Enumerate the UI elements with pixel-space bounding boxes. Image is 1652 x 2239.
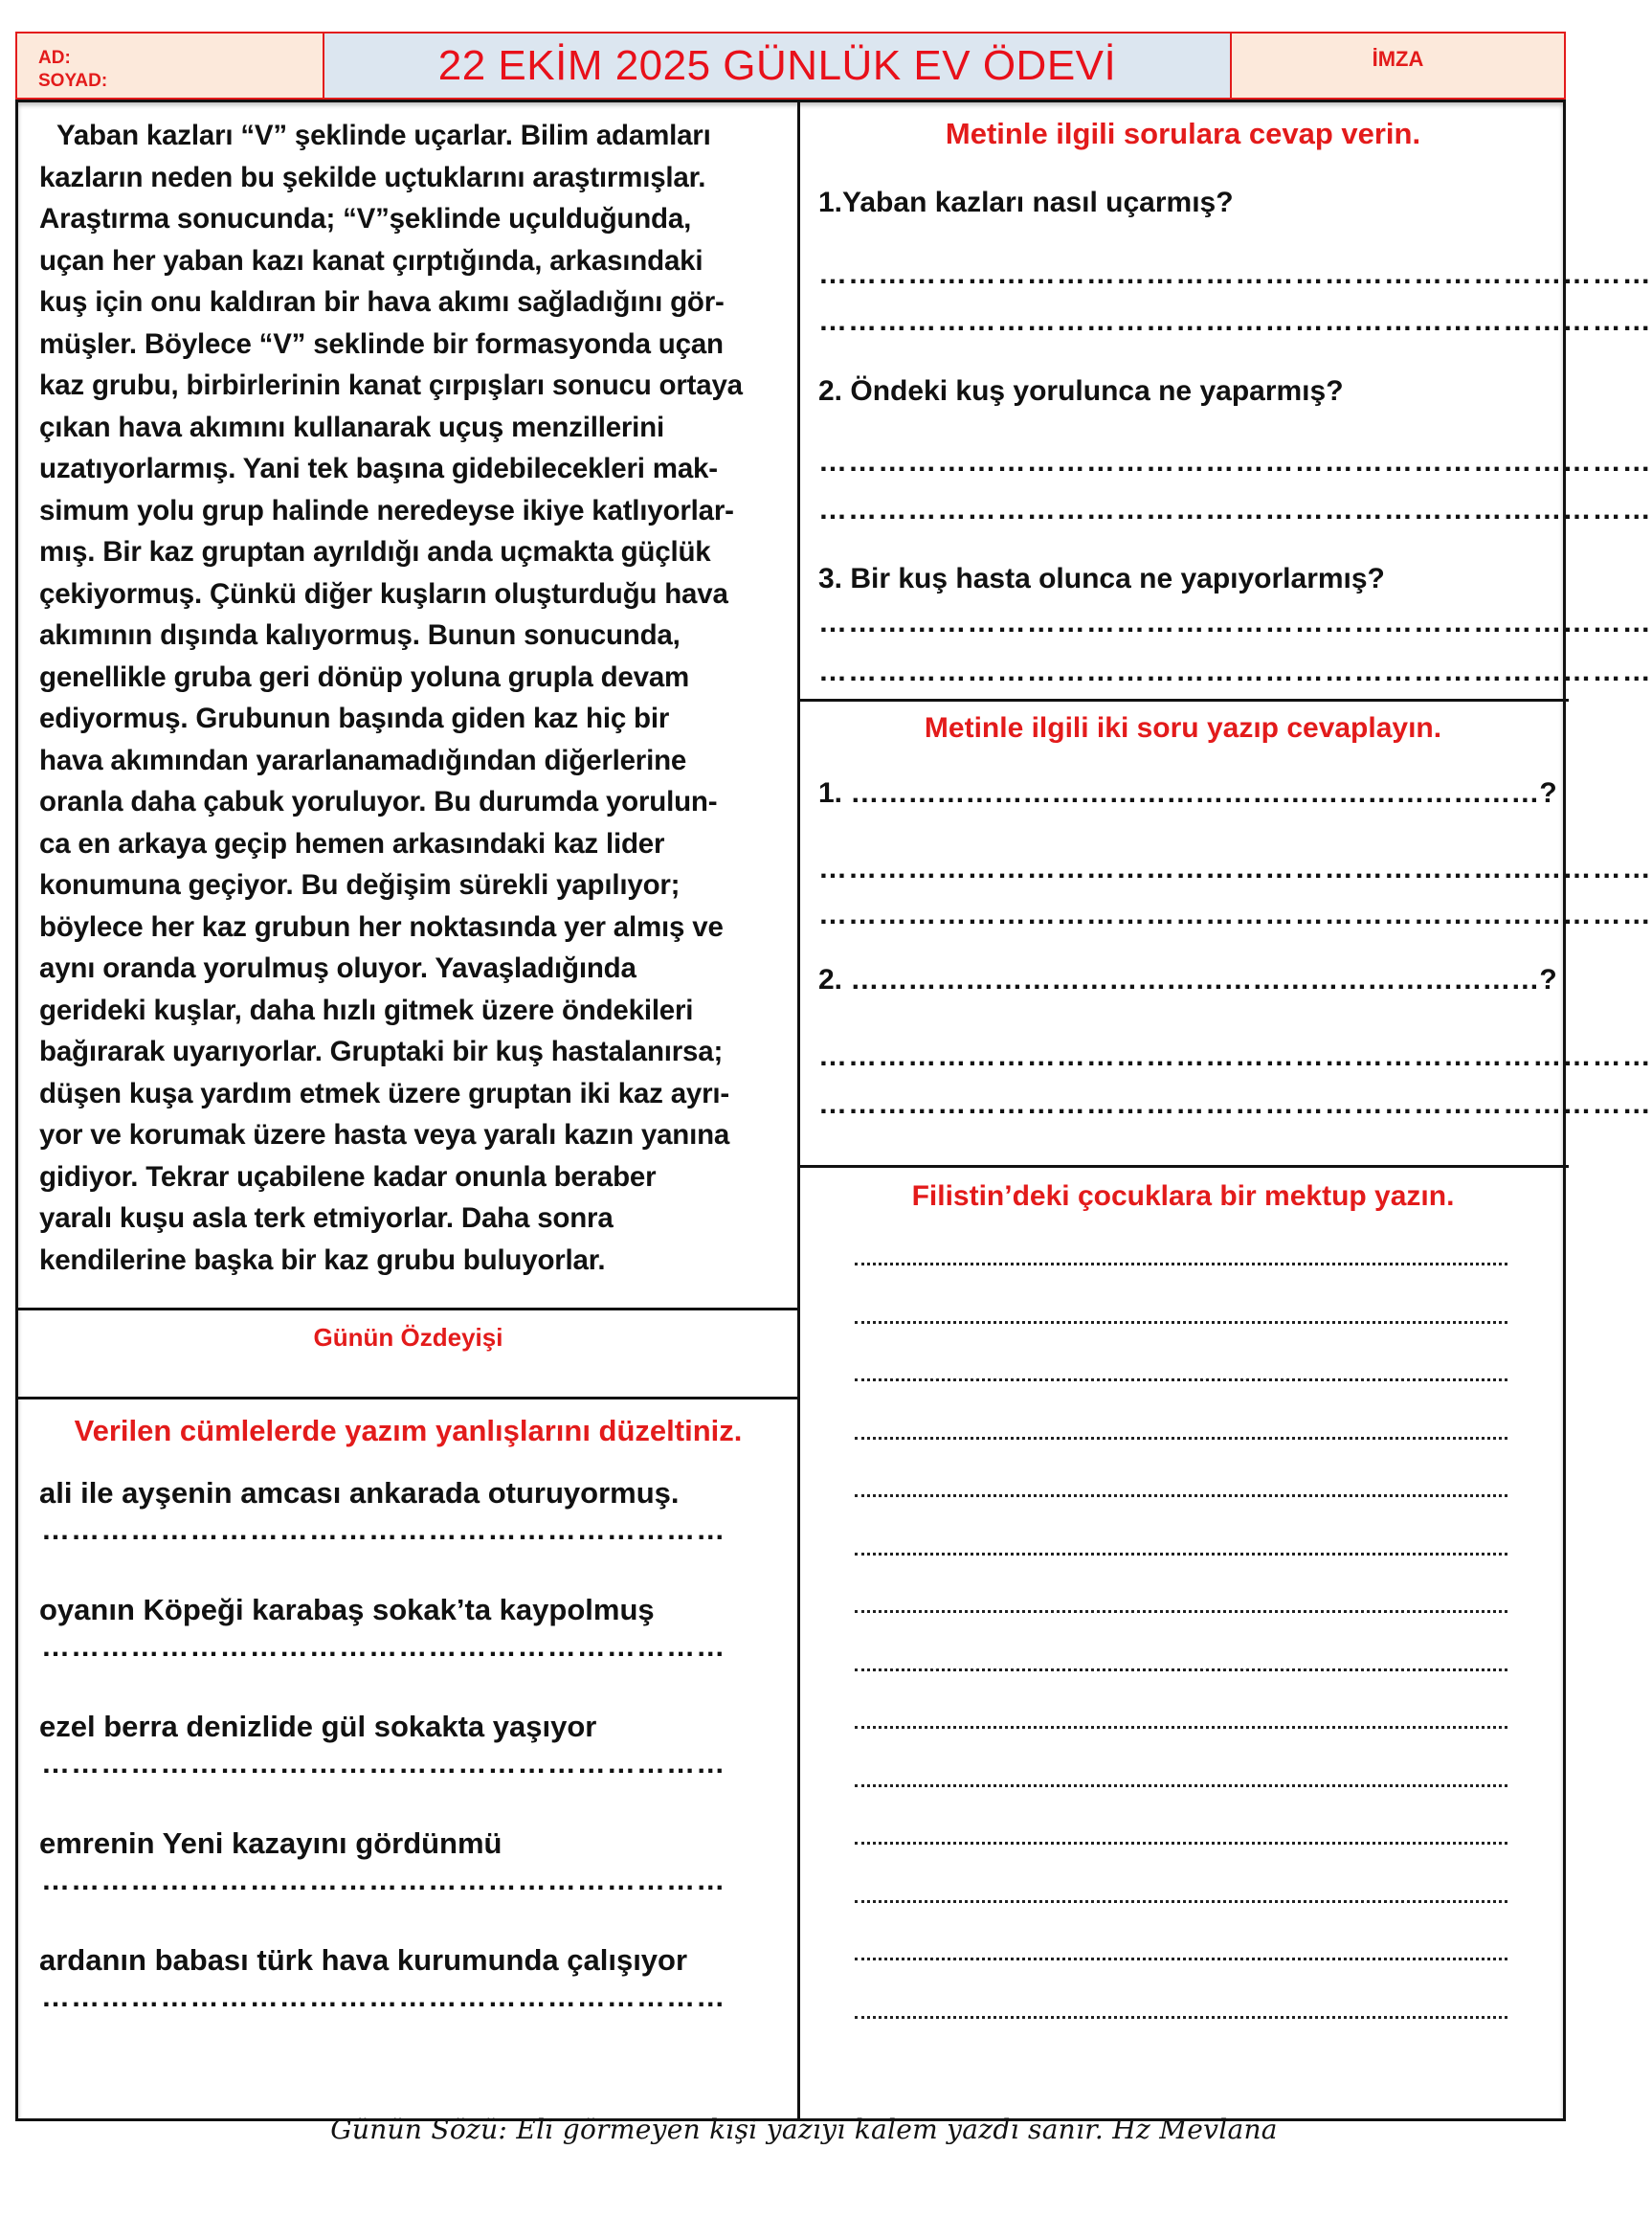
own-question-line[interactable]: 2. ………………………………………………………………? [818,964,1557,996]
section-divider [18,1397,798,1399]
passage-line: müşler. Böylece “V” seklinde bir formasyonda uçan [39,327,724,360]
surname-label: SOYAD: [38,71,108,91]
correction-answer-line[interactable]: …………………………………………………………… [41,1982,726,2013]
correction-sentence: oyanın Köpeği karabaş sokak’ta kaypolmuş [39,1593,655,1626]
questions-title: Metinle ilgili sorulara cevap verin. [945,117,1421,150]
passage-line: gidiyor. Tekrar uçabilene kadar onunla beraber [39,1160,657,1193]
motto-title: Günün Özdeyişi [313,1323,503,1352]
letter-writing-line[interactable] [855,1378,1507,1381]
letter-writing-line[interactable] [855,1726,1507,1729]
passage-line: uçan her yaban kazı kanat çırptığında, arkasındaki [39,244,703,277]
corrections-title: Verilen cümlelerde yazım yanlışlarını düzeltiniz. [74,1414,743,1447]
letter-writing-line[interactable] [855,1553,1507,1556]
name-label: AD: [38,48,71,68]
correction-sentence: ali ile ayşenin amcası ankarada oturuyormuş. [39,1476,680,1510]
answer-line[interactable]: ………………………………………………………………………… [818,1088,1652,1120]
passage-line: çıkan hava akımını kullanarak uçuş menzillerini [39,411,664,443]
passage-line: mış. Bir kaz gruptan ayrıldığı anda uçmakta güçlük [39,536,711,568]
correction-answer-line[interactable]: …………………………………………………………… [41,1865,726,1896]
letter-writing-line[interactable] [855,1668,1507,1671]
passage-line: simum yolu grup halinde neredeyse ikiye katlıyorlar- [39,494,734,526]
answer-line[interactable]: ………………………………………………………………………… [818,656,1652,687]
passage-line: genellikle gruba geri dönüp yoluna grupla devam [39,661,690,693]
signature-label: İMZA [1372,47,1424,71]
letter-writing-line[interactable] [855,1437,1507,1440]
question-text: 3. Bir kuş hasta olunca ne yapıyorlarmış? [818,563,1385,594]
passage-line: akımının dışında kalıyormuş. Bunun sonucunda, [39,619,681,651]
correction-answer-line[interactable]: …………………………………………………………… [41,1748,726,1780]
letter-writing-line[interactable] [855,1610,1507,1613]
own-questions-title: Metinle ilgili iki soru yazıp cevaplayın. [924,712,1442,744]
motto-answer-area[interactable] [37,1358,779,1393]
letter-writing-line[interactable] [855,1784,1507,1787]
passage-line: konumuna geçiyor. Bu değişim sürekli yapılıyor; [39,869,681,901]
worksheet-header [15,32,1566,100]
passage-line: Araştırma sonucunda; “V”şeklinde uçulduğunda, [39,203,692,235]
answer-line[interactable]: ………………………………………………………………………… [818,258,1652,290]
passage-line: düşen kuşa yardım etmek üzere gruptan iki kaz ayrı- [39,1077,730,1109]
letter-writing-line[interactable] [855,1321,1507,1324]
passage-line: çekiyormuş. Çünkü diğer kuşların oluşturduğu hava [39,577,728,610]
letter-writing-line[interactable] [855,1958,1507,1960]
letter-writing-line[interactable] [855,1263,1507,1265]
passage-line: bağırarak uyarıyorlar. Gruptaki bir kuş hastalanırsa; [39,1036,724,1067]
letter-writing-line[interactable] [855,1842,1507,1845]
correction-sentence: emrenin Yeni kazayını gördünmü [39,1826,502,1860]
passage-line: yaralı kuşu asla terk etmiyorlar. Daha sonra [39,1202,614,1234]
answer-line[interactable]: ………………………………………………………………………… [818,607,1652,638]
letter-writing-line[interactable] [855,1494,1507,1497]
passage-line: böylece her kaz grubun her noktasında yer almış ve [39,910,724,943]
answer-line[interactable]: ………………………………………………………………………… [818,853,1652,884]
title-cell [324,34,1232,98]
passage-line: oranla daha çabuk yoruluyor. Bu durumda yorulun- [39,786,718,817]
passage-line: kendilerine başka bir kaz grubu buluyorlar. [39,1243,606,1276]
student-name-cell[interactable] [17,34,324,98]
passage-line: kazların neden bu şekilde uçtuklarını araştırmışlar. [39,161,706,193]
passage-line: yor ve korumak üzere hasta veya yaralı kazın yanına [39,1119,730,1151]
letter-title: Filistin’deki çocuklara bir mektup yazın. [911,1180,1455,1212]
answer-line[interactable]: ………………………………………………………………………… [818,1041,1652,1072]
question-text: 2. Öndeki kuş yorulunca ne yaparmış? [818,375,1344,407]
quote-of-the-day: Günün Sözü: Eli görmeyen kişi yazıyı kalem yazdı sanır. Hz Mevlana [330,2114,1278,2145]
answer-line[interactable]: ………………………………………………………………………… [818,446,1652,478]
answer-line[interactable]: ………………………………………………………………………… [818,899,1652,930]
correction-answer-line[interactable]: …………………………………………………………… [41,1631,726,1663]
reading-passage [39,115,805,1281]
passage-line: hava akımından yararlanamadığından diğerlerine [39,744,687,776]
worksheet-body [15,100,1652,2121]
passage-line: Yaban kazları “V” şeklinde uçarlar. Bilim adamları [56,120,711,151]
passage-line: gerideki kuşlar, daha hızlı gitmek üzere öndekileri [39,994,694,1026]
correction-answer-line[interactable]: …………………………………………………………… [41,1514,726,1546]
signature-cell[interactable] [1232,34,1564,98]
passage-line: ediyormuş. Grubunun başında giden kaz hiç bir [39,703,670,734]
answer-line[interactable]: ………………………………………………………………………… [818,305,1652,337]
passage-line: uzatıyorlarmış. Yani tek başına gidebilecekleri mak- [39,453,718,484]
correction-sentence: ardanın babası türk hava kurumunda çalışıyor [39,1943,688,1977]
passage-line: aynı oranda yorulmuş oluyor. Yavaşladığında [39,952,636,984]
page-title: 22 EKİM 2025 GÜNLÜK EV ÖDEVİ [437,41,1117,89]
section-divider [798,1165,1569,1168]
correction-sentence: ezel berra denizlide gül sokakta yaşıyor [39,1710,597,1743]
letter-writing-line[interactable] [855,1900,1507,1903]
passage-line: ca en arkaya geçip hemen arkasındaki kaz lider [39,827,665,860]
own-question-line[interactable]: 1. ………………………………………………………………? [818,777,1557,809]
passage-line: kuş için onu kaldıran bir hava akımı sağladığını gör- [39,286,725,318]
passage-line: kaz grubu, birbirlerinin kanat çırpışları sonucu ortaya [39,369,743,401]
letter-writing-line[interactable] [855,2016,1507,2019]
question-text: 1.Yaban kazları nasıl uçarmış? [818,187,1234,218]
answer-line[interactable]: ………………………………………………………………………… [818,494,1652,526]
section-divider [798,699,1569,702]
section-divider [18,1308,798,1310]
